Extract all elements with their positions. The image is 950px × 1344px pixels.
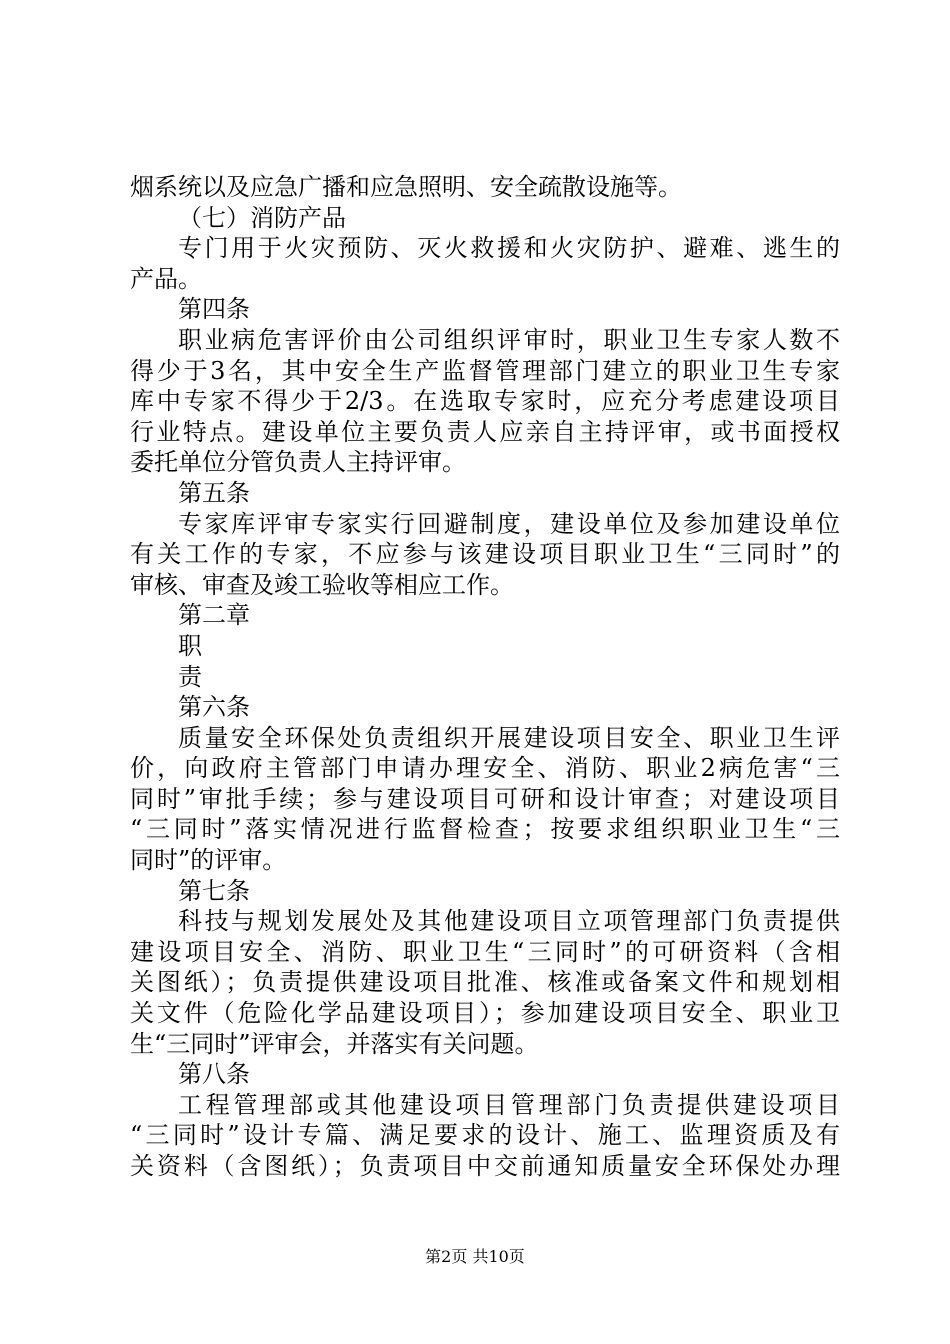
document-body <box>130 172 840 1182</box>
text-line: （七）消防产品 <box>178 203 346 232</box>
text-line: 职业病危害评价由公司组织评审时，职业卫生专家人数不 <box>178 325 840 354</box>
text-line: 第六条 <box>178 693 250 722</box>
text-line: 关资料（含图纸）；负责项目中交前通知质量安全环保处办理 <box>130 1152 840 1180</box>
text-line: 第五条 <box>178 478 250 507</box>
text-line: 第七条 <box>178 876 250 905</box>
text-line: 生“三同时”评审会，并落实有关问题。 <box>130 1029 539 1058</box>
text-line: 职 <box>178 631 202 660</box>
text-line: 第二章 <box>178 601 250 630</box>
text-line: 有关工作的专家，不应参与该建设项目职业卫生“三同时”的 <box>130 540 840 569</box>
text-line: 专家库评审专家实行回避制度，建设单位及参加建设单位 <box>178 509 840 538</box>
text-line: 第八条 <box>178 1060 250 1089</box>
text-line: 工程管理部或其他建设项目管理部门负责提供建设项目 <box>178 1090 840 1119</box>
text-line: 烟系统以及应急广播和应急照明、安全疏散设施等。 <box>130 173 682 201</box>
text-line: 专门用于火灾预防、灭火救援和火灾防护、避难、逃生的 <box>178 234 840 263</box>
text-line: 关图纸）；负责提供建设项目批准、核准或备案文件和规划相 <box>130 968 840 997</box>
text-line: 行业特点。建设单位主要负责人应亲自主持评审，或书面授权 <box>130 417 840 446</box>
text-line: 责 <box>178 662 202 691</box>
text-line: “三同时”设计专篇、满足要求的设计、施工、监理资质及有 <box>130 1121 840 1150</box>
text-line: 价，向政府主管部门申请办理安全、消防、职业2病危害“三 <box>130 754 840 783</box>
text-line: “三同时”落实情况进行监督检查；按要求组织职业卫生“三 <box>130 815 840 844</box>
text-line: 库中专家不得少于2/3。在选取专家时，应充分考虑建设项目 <box>130 387 840 416</box>
text-line: 第四条 <box>178 295 250 324</box>
text-line: 审核、审查及竣工验收等相应工作。 <box>130 570 514 599</box>
text-line: 产品。 <box>130 264 202 293</box>
text-line: 得少于3名，其中安全生产监督管理部门建立的职业卫生专家 <box>130 356 840 385</box>
page-footer: 第2页 共10页 <box>425 1247 525 1266</box>
text-line: 质量安全环保处负责组织开展建设项目安全、职业卫生评 <box>178 723 840 752</box>
text-line: 建设项目安全、消防、职业卫生“三同时”的可研资料（含相 <box>130 937 840 966</box>
text-line: 委托单位分管负责人主持评审。 <box>130 448 466 477</box>
text-line: 同时”的评审。 <box>130 846 287 875</box>
text-line: 关文件（危险化学品建设项目）；参加建设项目安全、职业卫 <box>130 999 840 1028</box>
text-line: 同时”审批手续；参与建设项目可研和设计审查；对建设项目 <box>130 784 840 813</box>
text-line: 科技与规划发展处及其他建设项目立项管理部门负责提供 <box>178 907 840 936</box>
